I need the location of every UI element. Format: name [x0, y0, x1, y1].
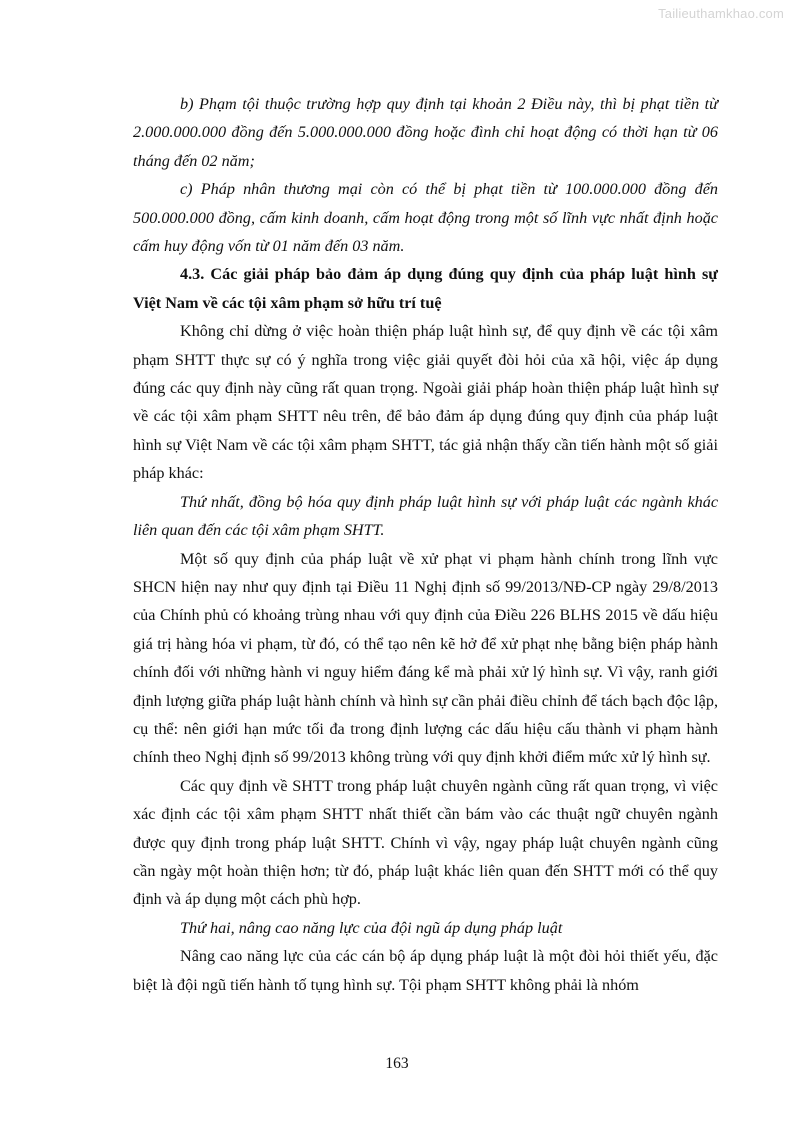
paragraph-second-solution: Thứ hai, nâng cao năng lực của đội ngũ áp dụng pháp luật [180, 918, 563, 937]
paragraph-capacity: Nâng cao năng lực của các cán bộ áp dụng pháp luật là một đòi hỏi thiết yếu, đặc biệt là đội ngũ tiến hành tố tụng hình sự. Tội phạm SHTT không phải là nhóm [133, 947, 718, 994]
paragraph-admin-regulations: Một số quy định của pháp luật về xử phạt vi phạm hành chính trong lĩnh vực SHCN hiện nay như quy định tại Điều 11 Nghị định số 99/2013/NĐ-CP ngày 29/8/2013 của Chính phủ có khoảng trùng nhau với quy định của Điều 226 BLHS 2015 về dấu hiệu giá trị hàng hóa vi phạm, từ đó, có thể tạo nên kẽ hở để xử phạt nhẹ bằng biện pháp hành chính đối với những hành vi nguy hiểm đáng kể mà phải xử lý hình sự. Vì vậy, ranh giới định lượng giữa pháp luật hành chính và hình sự cần phải điều chỉnh để tách bạch độc lập, cụ thể: nên giới hạn mức tối đa trong định lượng các dấu hiệu cấu thành vi phạm hành chính theo Nghị định số 99/2013 không trùng với quy định khởi điểm mức xử lý hình sự. [133, 549, 718, 767]
paragraph-first-solution: Thứ nhất, đồng bộ hóa quy định pháp luật hình sự với pháp luật các ngành khác liên quan đến các tội xâm phạm SHTT. [133, 492, 718, 540]
section-heading: 4.3. Các giải pháp bảo đảm áp dụng đúng quy định của pháp luật hình sự Việt Nam về các tội xâm phạm sở hữu trí tuệ [133, 265, 718, 312]
paragraph-intro: Không chỉ dừng ở việc hoàn thiện pháp luật hình sự, để quy định về các tội xâm phạm SHTT thực sự có ý nghĩa trong việc giải quyết đòi hỏi của xã hội, việc áp dụng đúng các quy định này cũng rất quan trọng. Ngoài giải pháp hoàn thiện pháp luật hình sự về các tội xâm phạm SHTT nêu trên, để bảo đảm áp dụng đúng quy định của pháp luật hình sự Việt Nam về các tội xâm phạm SHTT, tác giả nhận thấy cần tiến hành một số giải pháp khác: [133, 322, 718, 483]
watermark: Tailieuthamkhao.com [658, 6, 784, 21]
paragraph-clause-b: b) Phạm tội thuộc trường hợp quy định tại khoản 2 Điều này, thì bị phạt tiền từ 2.000.000.000 đồng đến 5.000.000.000 đồng hoặc đình chỉ hoạt động có thời hạn từ 06 tháng đến 02 năm; [133, 95, 718, 170]
paragraph-clause-c: c) Pháp nhân thương mại còn có thể bị phạt tiền từ 100.000.000 đồng đến 500.000.000 đồng, cấm kinh doanh, cấm hoạt động trong một số lĩnh vực nhất định hoặc cấm huy động vốn từ 01 năm đến 03 năm. [133, 180, 718, 256]
page-content [133, 90, 718, 999]
paragraph-specialized-law: Các quy định về SHTT trong pháp luật chuyên ngành cũng rất quan trọng, vì việc xác định các tội xâm phạm SHTT nhất thiết cần bám vào các thuật ngữ chuyên ngành được quy định trong pháp luật SHTT. Chính vì vậy, ngay pháp luật chuyên ngành cũng cần ngày một hoàn thiện hơn; từ đó, pháp luật khác liên quan đến SHTT mới có thể quy định và áp dụng một cách phù hợp. [133, 776, 718, 909]
page-number: 163 [385, 1055, 409, 1072]
